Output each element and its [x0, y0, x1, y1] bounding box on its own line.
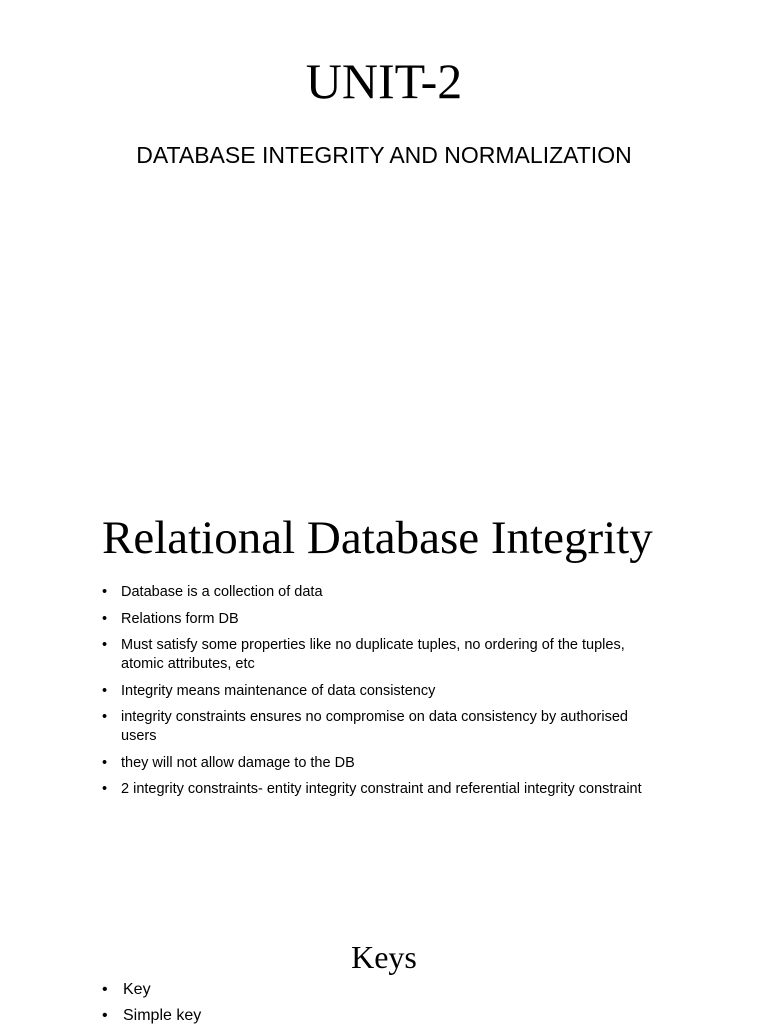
bullet-icon: •	[102, 1007, 108, 1024]
bullet-list	[102, 980, 662, 1032]
list-item-text: Simple key	[123, 1007, 202, 1024]
list-item	[102, 980, 662, 1000]
list-item-text: Integrity means maintenance of data consistency	[121, 682, 436, 699]
slide-2	[0, 490, 768, 890]
bullet-icon: •	[102, 610, 108, 627]
bullet-icon: •	[102, 754, 108, 771]
bullet-icon: •	[102, 709, 108, 725]
bullet-icon: •	[102, 981, 108, 998]
slide-3	[0, 920, 768, 1024]
slide-1	[0, 0, 768, 440]
list-item-text: they will not allow damage to the DB	[121, 754, 355, 771]
list-item	[102, 754, 662, 773]
bullet-icon: •	[102, 637, 108, 653]
list-item	[102, 1006, 662, 1026]
list-item-text: Database is a collection of data	[121, 584, 323, 600]
slide-title: Keys	[351, 939, 417, 975]
unit-subtitle: DATABASE INTEGRITY AND NORMALIZATION	[136, 142, 632, 168]
bullet-icon: •	[102, 682, 108, 699]
list-item-text: integrity constraints ensures no compromise on data consistency by authorised users	[121, 709, 628, 744]
bullet-icon: •	[102, 584, 108, 600]
list-item	[102, 682, 662, 701]
slide-title: Relational Database Integrity	[102, 512, 653, 564]
list-item	[102, 610, 662, 629]
list-item-text: Must satisfy some properties like no duplicate tuples, no ordering of the tuples, atomic attributes, etc	[121, 637, 625, 672]
list-item	[102, 583, 662, 602]
bullet-icon: •	[102, 781, 108, 797]
list-item-text: 2 integrity constraints- entity integrity constraint and referential integrity constraint	[121, 781, 642, 797]
list-item-text: Key	[123, 981, 151, 998]
unit-title: UNIT-2	[305, 53, 463, 109]
list-item	[102, 636, 662, 674]
list-item	[102, 780, 662, 799]
list-item-text: Relations form DB	[121, 610, 239, 627]
bullet-list	[102, 583, 662, 807]
list-item	[102, 708, 662, 746]
